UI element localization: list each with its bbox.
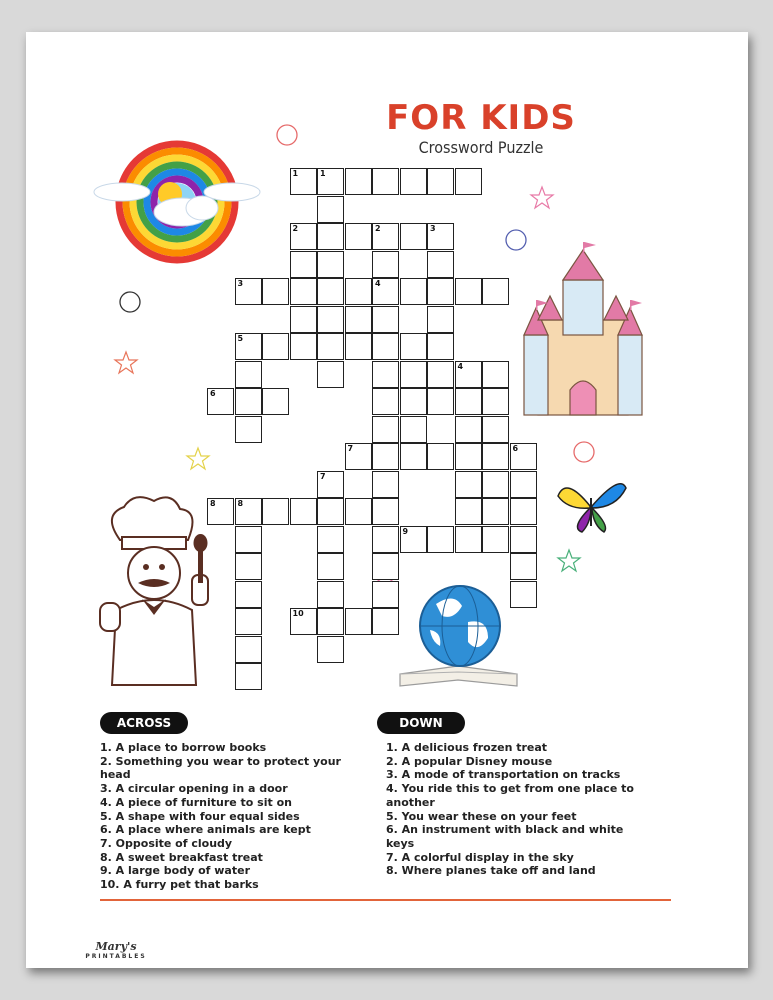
crossword-cell[interactable]	[262, 278, 289, 305]
crossword-cell[interactable]	[317, 526, 344, 553]
across-header: ACROSS	[100, 712, 188, 734]
crossword-cell[interactable]	[235, 333, 262, 360]
crossword-cell[interactable]	[317, 636, 344, 663]
crossword-cell[interactable]	[235, 416, 262, 443]
crossword-cell[interactable]	[455, 498, 482, 525]
clue-number: 6	[210, 389, 216, 398]
crossword-cell[interactable]	[290, 168, 317, 195]
crossword-cell[interactable]	[290, 306, 317, 333]
crossword-cell[interactable]	[372, 168, 399, 195]
crossword-cell[interactable]	[427, 361, 454, 388]
crossword-cell[interactable]	[317, 471, 344, 498]
crossword-cell[interactable]	[482, 471, 509, 498]
crossword-cell[interactable]	[482, 526, 509, 553]
crossword-cell[interactable]	[317, 361, 344, 388]
crossword-cell[interactable]	[372, 553, 399, 580]
crossword-cell[interactable]	[345, 333, 372, 360]
down-clue: 7. A colorful display in the sky	[386, 850, 574, 864]
crossword-cell[interactable]	[345, 498, 372, 525]
crossword-cell[interactable]	[400, 526, 427, 553]
crossword-cell[interactable]	[317, 333, 344, 360]
crossword-cell[interactable]	[235, 526, 262, 553]
crossword-cell[interactable]	[400, 278, 427, 305]
crossword-cell[interactable]	[372, 333, 399, 360]
crossword-cell[interactable]	[317, 223, 344, 250]
clue-number: 4	[457, 361, 464, 371]
down-clue: 3. A mode of transportation on tracks	[386, 768, 621, 782]
crossword-cell[interactable]	[262, 333, 289, 360]
clue-number: 1	[320, 169, 326, 178]
crossword-cell[interactable]	[510, 498, 537, 525]
clue-number: 5	[237, 334, 244, 343]
crossword-cell[interactable]	[317, 581, 344, 608]
crossword-cell[interactable]	[262, 388, 289, 415]
crossword-cell[interactable]	[372, 361, 399, 388]
crossword-cell[interactable]	[400, 168, 427, 195]
crossword-cell[interactable]	[372, 498, 399, 525]
crossword-cell[interactable]	[372, 608, 399, 635]
crossword-cell[interactable]	[455, 471, 482, 498]
across-clue: 2. Something you wear to protect your head	[100, 754, 341, 782]
down-clues	[386, 741, 636, 878]
clue-number: 1	[292, 169, 299, 178]
crossword-cell[interactable]	[427, 251, 454, 278]
crossword-cell[interactable]	[235, 361, 262, 388]
clue-number: 10	[292, 609, 304, 618]
crossword-cell[interactable]	[235, 278, 262, 305]
crossword-cell[interactable]	[235, 663, 262, 690]
across-clue: 1. A place to borrow books	[100, 741, 267, 754]
crossword-cell[interactable]	[482, 278, 509, 305]
crossword-cell[interactable]	[400, 223, 427, 250]
crossword-cell[interactable]	[427, 278, 454, 305]
clue-number: 4	[375, 279, 381, 288]
down-clue: 4. You ride this to get from one place to another	[386, 782, 634, 809]
clue-number: 6	[512, 444, 519, 453]
crossword-cell[interactable]	[372, 416, 399, 443]
crossword-cell[interactable]	[345, 278, 372, 305]
crossword-cell[interactable]	[317, 306, 344, 333]
crossword-cell[interactable]	[427, 333, 454, 360]
crossword-cell[interactable]	[345, 168, 372, 195]
crossword-cell[interactable]	[317, 608, 344, 635]
crossword-cell[interactable]	[345, 223, 372, 250]
crossword-cell[interactable]	[207, 388, 234, 415]
divider-line	[100, 899, 671, 901]
crossword-cell[interactable]	[482, 498, 509, 525]
crossword-cell[interactable]	[290, 278, 317, 305]
crossword-cell[interactable]	[372, 526, 399, 553]
crossword-cell[interactable]	[455, 388, 482, 415]
crossword-cell[interactable]	[372, 581, 399, 608]
clue-number: 2	[375, 224, 381, 233]
across-clue: 10. A furry pet that barks	[100, 878, 259, 892]
logo-subtext: PRINTABLES	[85, 953, 147, 960]
page-subtitle: Crossword Puzzle	[418, 138, 544, 157]
crossword-cell[interactable]	[400, 443, 427, 470]
clue-number: 8	[210, 499, 216, 508]
crossword-cell[interactable]	[317, 251, 344, 278]
crossword-cell[interactable]	[427, 306, 454, 333]
down-clue: 8. Where planes take off and land	[386, 864, 596, 878]
across-clue: 7. Opposite of cloudy	[100, 836, 233, 850]
crossword-cell[interactable]	[235, 553, 262, 580]
crossword-cell[interactable]	[455, 278, 482, 305]
crossword-cell[interactable]	[372, 306, 399, 333]
crossword-cell[interactable]	[372, 471, 399, 498]
clue-number: 9	[402, 526, 409, 536]
clue-number: 7	[320, 471, 326, 481]
crossword-cell[interactable]	[427, 443, 454, 470]
crossword-cell[interactable]	[372, 223, 399, 250]
crossword-cell[interactable]	[510, 471, 537, 498]
crossword-cell[interactable]	[482, 443, 509, 470]
down-clue: 1. A delicious frozen treat	[386, 741, 548, 754]
crossword-cell[interactable]	[482, 388, 509, 415]
crossword-cell[interactable]	[207, 498, 234, 525]
down-header: DOWN	[377, 712, 465, 734]
across-clues	[100, 741, 350, 892]
across-clue: 9. A large body of water	[100, 864, 250, 878]
crossword-cell[interactable]	[290, 498, 317, 525]
crossword-cell[interactable]	[345, 443, 372, 470]
crossword-cell[interactable]	[455, 526, 482, 553]
crossword-cell[interactable]	[235, 608, 262, 635]
crossword-cell[interactable]	[317, 196, 344, 223]
down-clue: 6. An instrument with black and white keys	[386, 823, 624, 850]
down-clue: 5. You wear these on your feet	[386, 809, 577, 823]
brand-logo	[76, 942, 156, 962]
crossword-cell[interactable]	[235, 636, 262, 663]
across-clue: 5. A shape with four equal sides	[100, 809, 300, 823]
crossword-cell[interactable]	[455, 443, 482, 470]
crossword-cell[interactable]	[427, 526, 454, 553]
crossword-cell[interactable]	[427, 388, 454, 415]
across-clue: 8. A sweet breakfast treat	[100, 850, 263, 864]
crossword-cell[interactable]	[455, 168, 482, 195]
crossword-cell[interactable]	[400, 416, 427, 443]
crossword-cell[interactable]	[427, 168, 454, 195]
crossword-cell[interactable]	[510, 553, 537, 580]
crossword-cell[interactable]	[455, 361, 482, 388]
crossword-cell[interactable]	[290, 223, 317, 250]
crossword-cell[interactable]	[290, 251, 317, 278]
crossword-cell[interactable]	[510, 443, 537, 470]
crossword-cell[interactable]	[345, 306, 372, 333]
page-title: FOR KIDS	[386, 98, 576, 138]
crossword-cell[interactable]	[482, 361, 509, 388]
crossword-cell[interactable]	[400, 333, 427, 360]
crossword-cell[interactable]	[427, 223, 454, 250]
crossword-cell[interactable]	[317, 553, 344, 580]
crossword-cell[interactable]	[290, 608, 317, 635]
crossword-cell[interactable]	[400, 388, 427, 415]
crossword-cell[interactable]	[235, 388, 262, 415]
clue-number: 7	[347, 444, 354, 453]
crossword-cell[interactable]	[372, 443, 399, 470]
crossword-cell[interactable]	[317, 168, 344, 195]
crossword-cell[interactable]	[317, 498, 344, 525]
clue-number: 3	[237, 279, 244, 288]
crossword-cell[interactable]	[400, 361, 427, 388]
crossword-cell[interactable]	[235, 498, 262, 525]
crossword-cell[interactable]	[455, 416, 482, 443]
crossword-cell[interactable]	[510, 581, 537, 608]
crossword-cell[interactable]	[235, 581, 262, 608]
clue-number: 3	[430, 224, 436, 233]
crossword-cell[interactable]	[510, 526, 537, 553]
clue-number: 8	[237, 499, 244, 508]
across-clue: 4. A piece of furniture to sit on	[100, 795, 292, 809]
across-clue: 3. A circular opening in a door	[100, 782, 288, 796]
crossword-cell[interactable]	[372, 278, 399, 305]
crossword-cell[interactable]	[290, 333, 317, 360]
crossword-cell[interactable]	[482, 416, 509, 443]
crossword-cell[interactable]	[345, 608, 372, 635]
crossword-cell[interactable]	[262, 498, 289, 525]
logo-text: Mary's	[95, 940, 137, 953]
clue-number: 2	[292, 224, 299, 233]
down-clue: 2. A popular Disney mouse	[386, 754, 553, 768]
crossword-cell[interactable]	[317, 278, 344, 305]
across-clue: 6. A place where animals are kept	[100, 823, 311, 837]
crossword-cell[interactable]	[372, 251, 399, 278]
crossword-cell[interactable]	[372, 388, 399, 415]
